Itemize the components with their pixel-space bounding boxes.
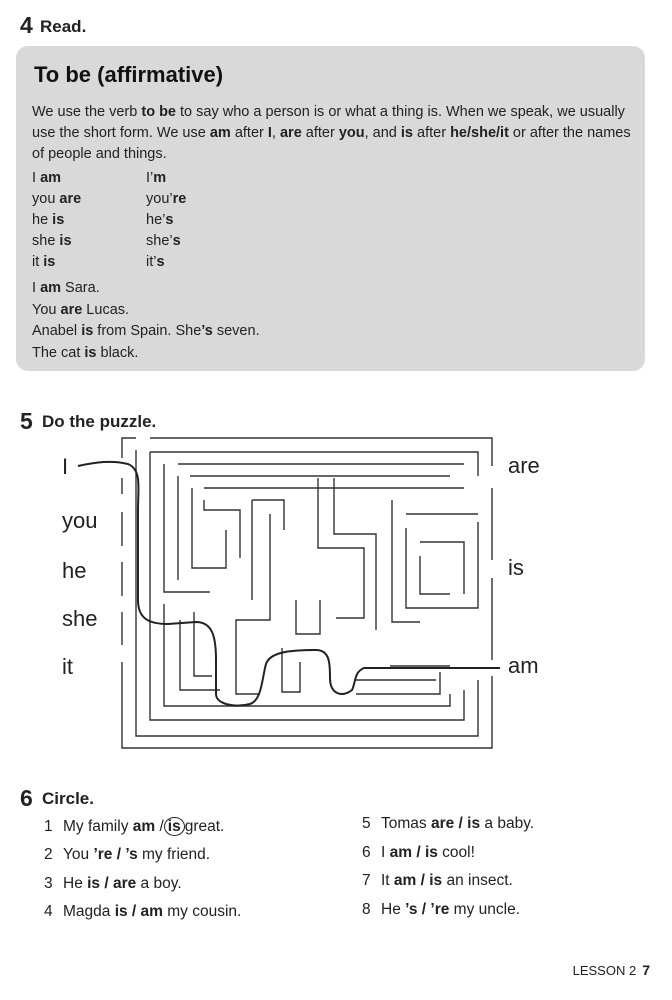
bold-text: am — [209, 125, 231, 141]
bold-text: s — [165, 212, 174, 228]
text-run: I’ — [146, 170, 154, 186]
maze-word-she: she — [62, 606, 98, 631]
bold-text: am — [132, 818, 156, 835]
item-number: 5 — [362, 815, 371, 832]
bold-text: ’s / ’re — [405, 901, 450, 918]
text-run: you — [32, 191, 60, 207]
circle-item-7 — [362, 872, 513, 890]
text-run: he — [32, 212, 53, 228]
text-run: it — [32, 254, 44, 270]
text-run: after — [301, 125, 339, 141]
exercise-4-title: Read. — [40, 17, 87, 36]
page-footer — [573, 962, 650, 978]
maze-wall — [406, 522, 478, 608]
text-run: Tomas — [381, 815, 431, 832]
text-run: a baby. — [480, 815, 535, 832]
maze-wall — [318, 478, 364, 618]
page-number: 7 — [642, 962, 650, 978]
maze-wall — [122, 438, 136, 458]
text-run: He — [381, 901, 406, 918]
text-run: my cousin. — [162, 903, 242, 920]
text-run: my uncle. — [449, 901, 520, 918]
bold-text: are / is — [430, 815, 481, 832]
maze-word-you: you — [62, 508, 98, 533]
circle-item-2 — [44, 846, 210, 864]
circle-item-3 — [44, 875, 182, 893]
text-run: she’ — [146, 233, 173, 249]
maze-wall — [164, 464, 210, 592]
bold-text: am / is — [393, 872, 443, 889]
grammar-box-title: To be (affirmative) — [34, 62, 224, 87]
maze-wall — [136, 450, 478, 736]
text-run: he’ — [146, 212, 166, 228]
exercise-6-title: Circle. — [42, 789, 94, 808]
circled-answer: is — [164, 817, 185, 836]
item-number: 4 — [44, 903, 53, 920]
text-run: it’ — [146, 254, 157, 270]
text-run: from Spain. She — [93, 323, 202, 339]
text-run: , — [271, 125, 280, 141]
maze-wall — [420, 556, 450, 594]
bold-text: is / am — [114, 903, 163, 920]
text-run: Anabel — [32, 323, 82, 339]
circle-item-4 — [44, 903, 241, 921]
text-run: or after the names of people and things. — [32, 125, 631, 162]
bold-text: s — [156, 254, 165, 270]
text-run: Magda — [63, 903, 115, 920]
text-run: she — [32, 233, 60, 249]
text-run: Lucas. — [82, 301, 130, 318]
text-run: He — [63, 875, 88, 892]
maze-wall — [282, 648, 300, 692]
bold-text: m — [153, 170, 167, 186]
text-run: my friend. — [137, 846, 211, 863]
bold-text: s — [172, 233, 181, 249]
bold-text: is — [400, 125, 413, 141]
text-run: black. — [96, 344, 139, 361]
text-run: I — [32, 170, 41, 186]
text-run: seven. — [212, 323, 260, 339]
text-run: , and — [364, 125, 401, 141]
text-run: I — [32, 280, 41, 296]
bold-text: ’re / ’s — [93, 846, 138, 863]
exercise-5-title: Do the puzzle. — [42, 412, 157, 431]
maze-wall — [122, 662, 492, 748]
item-number: 1 — [44, 818, 53, 835]
exercise-5-number: 5 — [20, 408, 33, 434]
maze-word-it: it — [62, 654, 73, 679]
bold-text: is — [81, 323, 94, 339]
maze-wall — [252, 500, 284, 530]
maze-word-i: I — [62, 454, 69, 479]
maze-wall — [192, 488, 226, 568]
bold-text: am / is — [389, 844, 438, 861]
bold-text: am — [40, 170, 62, 186]
bold-text: is — [43, 254, 56, 270]
exercise-4-number: 4 — [20, 12, 33, 38]
bold-text: are — [59, 191, 82, 207]
text-run: I — [381, 844, 390, 861]
item-number: 7 — [362, 872, 371, 889]
text-run: after — [230, 125, 268, 141]
maze-word-is: is — [508, 555, 524, 580]
bold-text: he/she/it — [450, 125, 509, 141]
text-run: / — [155, 818, 164, 835]
text-run: It — [381, 872, 394, 889]
item-number: 6 — [362, 844, 371, 861]
bold-text: to be — [141, 104, 176, 120]
maze-wall — [356, 672, 440, 694]
bold-text: are — [60, 301, 83, 318]
text-run: great. — [184, 818, 225, 835]
maze-solution-path — [78, 462, 500, 706]
bold-text: are — [279, 125, 302, 141]
maze-wall — [420, 542, 464, 594]
maze-word-he: he — [62, 558, 87, 583]
bold-text: is — [59, 233, 72, 249]
maze-word-are: are — [508, 453, 540, 478]
text-run: after — [413, 125, 451, 141]
maze-wall — [180, 620, 220, 690]
circle-item-8 — [362, 901, 520, 919]
text-run: You — [63, 846, 94, 863]
text-run: an insect. — [442, 872, 513, 889]
circle-item-1 — [44, 817, 224, 836]
text-run: cool! — [437, 844, 475, 861]
bold-text: is / are — [87, 875, 137, 892]
bold-text: I — [267, 125, 272, 141]
lesson-label: LESSON 2 — [572, 963, 637, 978]
text-run: to say who a person is or what a thing is. When we speak, we usually use the short form. We use — [32, 104, 625, 141]
text-run: My family — [63, 818, 133, 835]
bold-text: am — [40, 280, 62, 296]
maze-word-am: am — [508, 653, 539, 678]
text-run: you’ — [146, 191, 173, 207]
text-run: We use the verb — [32, 104, 142, 120]
maze-wall — [296, 600, 320, 634]
maze-wall — [334, 478, 376, 630]
bold-text: you — [338, 125, 365, 141]
circle-item-5 — [362, 815, 534, 833]
text-run: Sara. — [61, 280, 100, 296]
bold-text: is — [52, 212, 65, 228]
text-run: You — [32, 301, 61, 318]
item-number: 3 — [44, 875, 53, 892]
text-run: a boy. — [136, 875, 182, 892]
bold-text: re — [172, 191, 187, 207]
text-run: The cat — [32, 344, 85, 361]
bold-text: ’s — [201, 323, 213, 339]
bold-text: is — [84, 344, 97, 361]
circle-item-6 — [362, 844, 475, 862]
item-number: 8 — [362, 901, 371, 918]
exercise-6-number: 6 — [20, 785, 33, 811]
item-number: 2 — [44, 846, 53, 863]
maze-wall — [204, 500, 240, 558]
